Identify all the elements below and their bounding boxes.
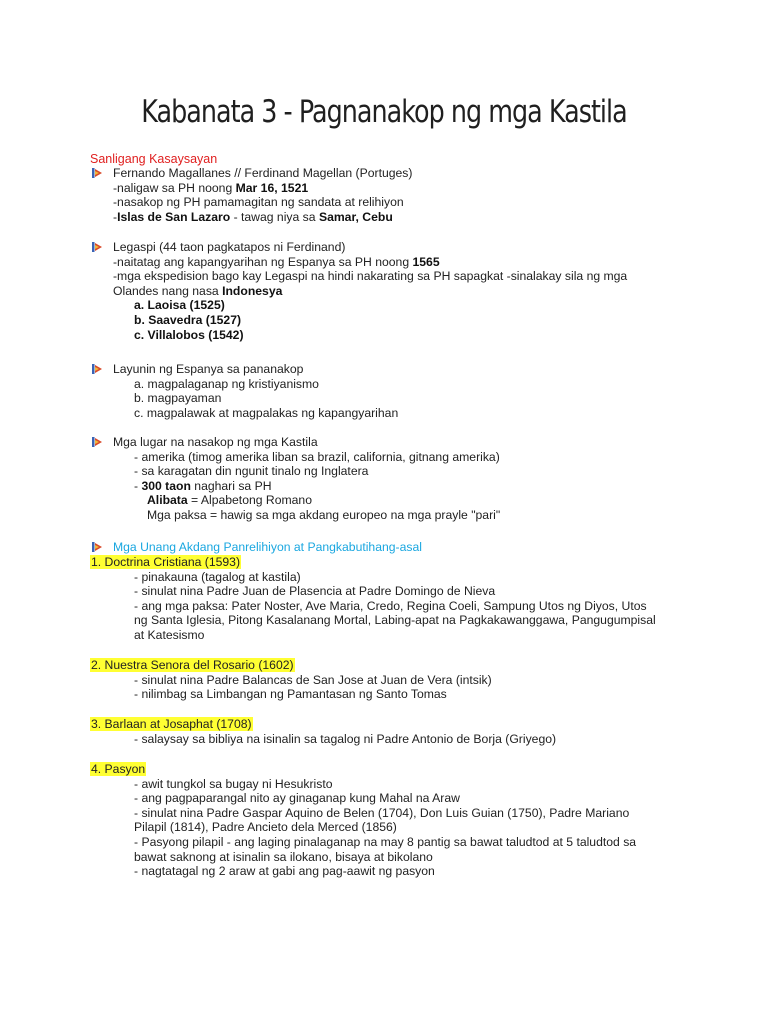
bullet-text: Mga lugar na nasakop ng mga Kastila xyxy=(113,435,318,449)
text-line: - sinulat nina Padre Juan de Plasencia at Padre Domingo de Nieva xyxy=(134,584,496,599)
arrow-bullet-icon xyxy=(90,240,113,254)
section-nuestra xyxy=(90,658,690,702)
section-barlaan xyxy=(90,717,690,746)
text-line: - ang pagpaparangal nito ay ginaganap kung Mahal na Araw xyxy=(134,791,460,806)
text-line: Pilapil (1814), Padre Ancieto dela Merced (1856) xyxy=(134,820,397,835)
bullet-akda xyxy=(90,540,690,555)
bullet-legaspi xyxy=(90,240,690,342)
text-line: - sinulat nina Padre Gaspar Aquino de Belen (1704), Don Luis Guian (1750), Padre Mariano xyxy=(134,805,630,820)
list-item: b. Saavedra (1527) xyxy=(134,312,242,327)
text-line: - Pasyong pilapil - ang laging pinalaganap na may 8 pantig sa bawat taludtod at 5 taludtod sa xyxy=(134,834,637,849)
arrow-bullet-icon xyxy=(90,540,113,554)
section-heading: 3. Barlaan at Josaphat (1708) xyxy=(91,717,252,731)
list-item: a. Laoisa (1525) xyxy=(134,298,225,313)
list-item: c. magpalawak at magpalakas ng kapangyarihan xyxy=(134,405,399,420)
text-line: - salaysay sa bibliya na isinalin sa tagalog ni Padre Antonio de Borja (Griyego) xyxy=(134,731,557,746)
text-line: - awit tungkol sa bugay ni Hesukristo xyxy=(134,776,333,791)
text-line: -naitatag ang kapangyarihan ng Espanya sa PH noong 1565 xyxy=(113,254,440,269)
page-title: Kabanata 3 - Pagnanakop ng mga Kastila xyxy=(141,94,627,130)
text-line: Mga paksa = hawig sa mga akdang europeo na mga prayle "pari" xyxy=(147,507,501,522)
text-line: -naligaw sa PH noong Mar 16, 1521 xyxy=(113,180,309,195)
bullet-text: Mga Unang Akdang Panrelihiyon at Pangkabutihang-asal xyxy=(113,540,422,554)
text-line: -Islas de San Lazaro - tawag niya sa Samar, Cebu xyxy=(113,209,393,224)
section-heading: Sanligang Kasaysayan xyxy=(90,152,218,166)
text-line: bawat saknong at isinalin sa ilokano, bisaya at bikolano xyxy=(134,849,433,864)
arrow-bullet-icon xyxy=(90,435,113,449)
section-heading: 2. Nuestra Senora del Rosario (1602) xyxy=(91,658,294,672)
text-line: - nilimbag sa Limbangan ng Pamantasan ng Santo Tomas xyxy=(134,687,447,702)
arrow-bullet-icon xyxy=(90,362,113,376)
text-line: Olandes nang nasa Indonesya xyxy=(113,283,283,298)
bullet-text: Layunin ng Espanya sa pananakop xyxy=(113,362,304,376)
text-line: ng Santa Iglesia, Pitong Kasalanang Mortal, Labing-apat na Pagkakawanggawa, Pangugumpisal xyxy=(134,613,656,628)
bullet-text: Fernando Magallanes // Ferdinand Magellan (Portuges) xyxy=(113,166,413,180)
text-line: - amerika (timog amerika liban sa brazil, california, gitnang amerika) xyxy=(134,449,500,464)
section-heading: 1. Doctrina Cristiana (1593) xyxy=(91,555,241,569)
list-item: c. Villalobos (1542) xyxy=(134,327,244,342)
bullet-magellan xyxy=(90,166,690,224)
arrow-bullet-icon xyxy=(90,166,113,180)
text-line: Alibata = Alpabetong Romano xyxy=(147,493,312,508)
text-line: - ang mga paksa: Pater Noster, Ave Maria, Credo, Regina Coeli, Sampung Utos ng Diyos, Utos xyxy=(134,598,647,613)
text-line: - sinulat nina Padre Balancas de San Jose at Juan de Vera (intsik) xyxy=(134,672,492,687)
list-item: a. magpalaganap ng kristiyanismo xyxy=(134,376,319,391)
text-line: - nagtatagal ng 2 araw at gabi ang pag-aawit ng pasyon xyxy=(134,864,435,879)
text-line: - sa karagatan din ngunit tinalo ng Inglatera xyxy=(134,464,369,479)
section-doctrina xyxy=(90,555,690,643)
bullet-text: Legaspi (44 taon pagkatapos ni Ferdinand) xyxy=(113,240,346,254)
list-item: b. magpayaman xyxy=(134,391,222,406)
bullet-lugar xyxy=(90,435,690,523)
text-line: - pinakauna (tagalog at kastila) xyxy=(134,569,301,584)
text-line: -nasakop ng PH pamamagitan ng sandata at relihiyon xyxy=(113,195,404,210)
section-pasyon xyxy=(90,762,690,879)
text-line: -mga ekspedision bago kay Legaspi na hindi nakarating sa PH sapagkat -sinalakay sila ng mga xyxy=(113,269,628,284)
text-line: at Katesismo xyxy=(134,627,205,642)
section-heading: 4. Pasyon xyxy=(91,762,146,776)
text-line: - 300 taon naghari sa PH xyxy=(134,478,272,493)
bullet-layunin xyxy=(90,362,690,420)
